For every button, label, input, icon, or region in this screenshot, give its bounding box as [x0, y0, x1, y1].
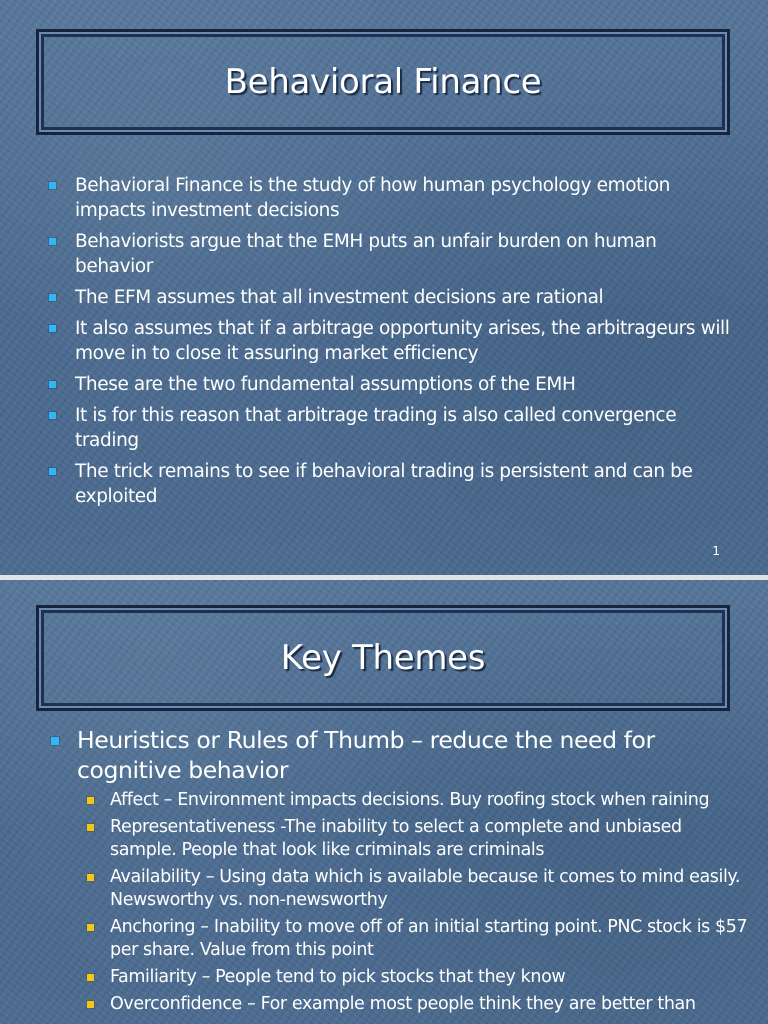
sub-bullet-text: Anchoring – Inability to move off of an initial starting point. PNC stock is $57 per share. Value from this point — [110, 917, 748, 960]
sub-bullet-item — [82, 866, 753, 912]
sub-bullet-text: Familiarity – People tend to pick stocks that they know — [110, 967, 566, 987]
square-bullet-icon — [49, 325, 56, 332]
yellow-square-bullet-icon — [87, 924, 94, 931]
slide-1-title: Behavioral Finance — [224, 62, 542, 102]
yellow-square-bullet-icon — [87, 874, 94, 881]
bullet-item — [48, 316, 738, 366]
slide-2 — [0, 580, 768, 1024]
bullet-item — [48, 229, 738, 279]
sub-bullet-text: Representativeness -The inability to select a complete and unbiased sample. People that look like criminals are criminals — [110, 817, 682, 860]
yellow-square-bullet-icon — [87, 974, 94, 981]
slide-2-bullet-list — [48, 725, 748, 1020]
square-bullet-icon — [49, 412, 56, 419]
bullet-text: Behavioral Finance is the study of how human psychology emotion impacts investment decisions — [75, 175, 670, 221]
bullet-text: It is for this reason that arbitrage trading is also called convergence trading — [75, 405, 677, 451]
main-bullet-text: Heuristics or Rules of Thumb – reduce the need for cognitive behavior — [77, 726, 655, 784]
slide-1-bullet-list — [48, 173, 738, 515]
sub-bullet-text: Overconfidence – For example most people think they are better than — [110, 994, 696, 1014]
square-bullet-icon — [49, 381, 56, 388]
bullet-text: It also assumes that if a arbitrage opportunity arises, the arbitrageurs will move in to close it assuring market efficiency — [75, 318, 730, 364]
bullet-text: Behaviorists argue that the EMH puts an unfair burden on human behavior — [75, 231, 657, 277]
sub-bullet-item — [82, 816, 753, 862]
bullet-text: These are the two fundamental assumptions of the EMH — [75, 374, 576, 395]
bullet-text: The EFM assumes that all investment decisions are rational — [75, 287, 604, 308]
bullet-item — [48, 459, 738, 509]
yellow-square-bullet-icon — [87, 824, 94, 831]
sub-bullet-text: Availability – Using data which is available because it comes to mind easily. Newsworthy vs. non-newsworthy — [110, 867, 741, 910]
page-number: 1 — [712, 544, 720, 558]
sub-bullet-item — [82, 993, 753, 1016]
square-bullet-icon — [49, 238, 56, 245]
slide-1-title-box — [36, 29, 730, 135]
slide-2-title-box — [36, 605, 730, 711]
sub-bullet-item — [82, 916, 753, 962]
sub-bullet-list — [82, 789, 753, 1016]
yellow-square-bullet-icon — [87, 1001, 94, 1008]
bullet-item — [48, 173, 738, 223]
bullet-text: The trick remains to see if behavioral trading is persistent and can be exploited — [75, 461, 693, 507]
main-bullet-item — [48, 725, 748, 1016]
square-bullet-icon — [49, 468, 56, 475]
bullet-item — [48, 285, 738, 310]
sub-bullet-item — [82, 789, 753, 812]
bullet-item — [48, 403, 738, 453]
yellow-square-bullet-icon — [87, 797, 94, 804]
sub-bullet-text: Affect – Environment impacts decisions. Buy roofing stock when raining — [110, 790, 710, 810]
square-bullet-icon — [49, 182, 56, 189]
square-bullet-icon — [51, 737, 59, 745]
square-bullet-icon — [49, 294, 56, 301]
bullet-item — [48, 372, 738, 397]
sub-bullet-item — [82, 966, 753, 989]
slide-2-title: Key Themes — [280, 638, 486, 678]
